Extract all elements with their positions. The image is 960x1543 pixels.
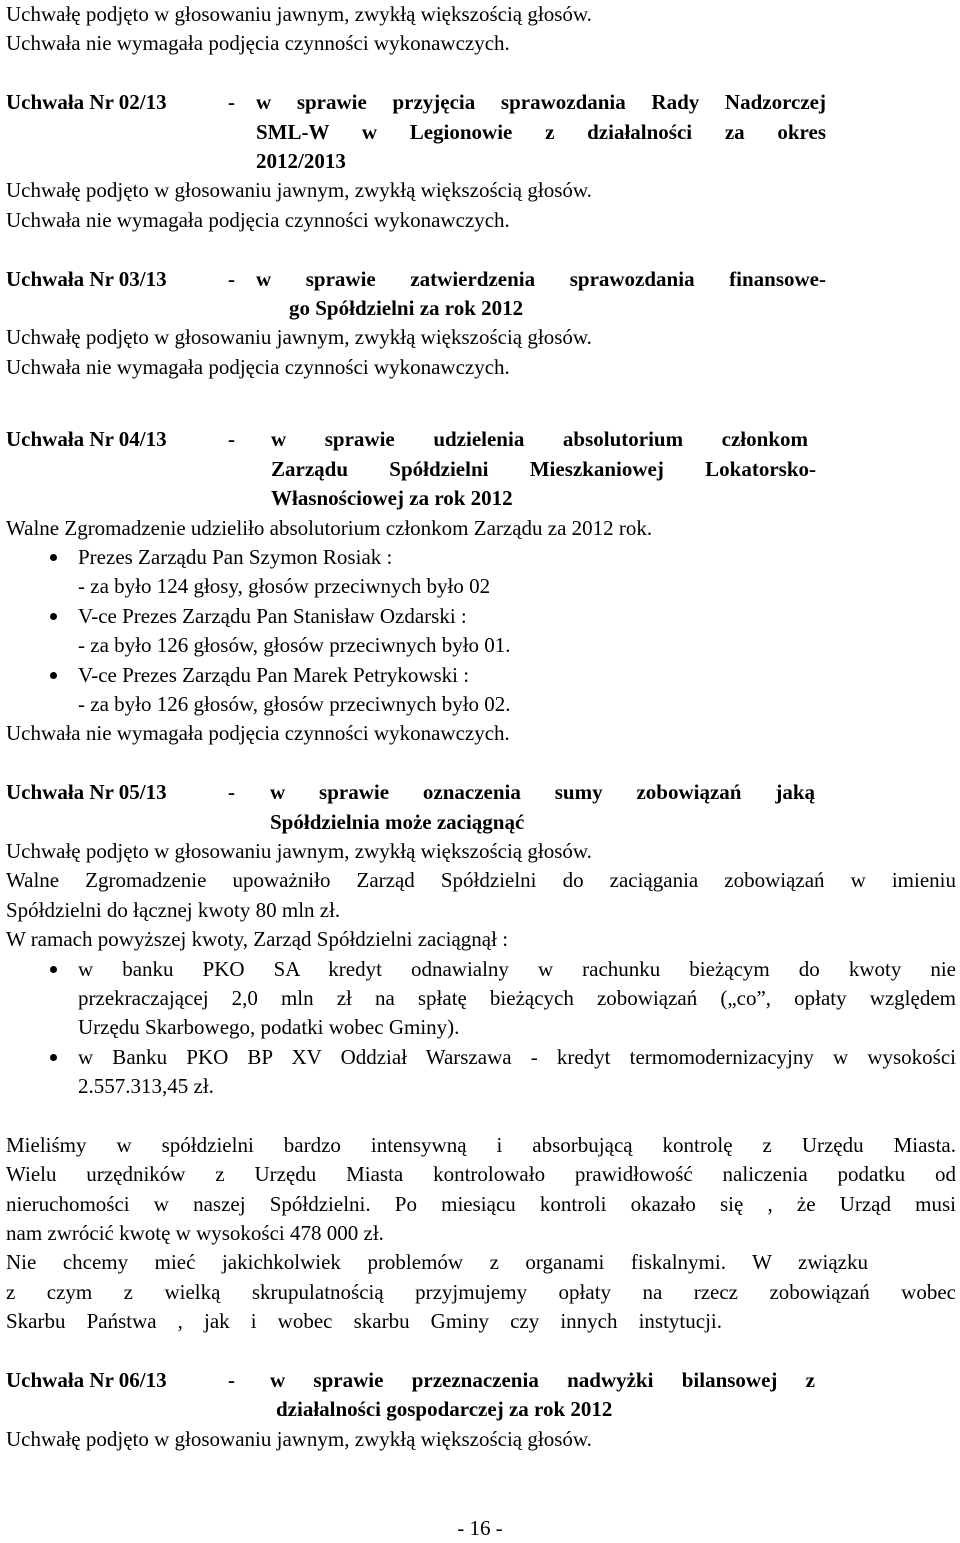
text-line: Uchwała nie wymagała podjęcia czynności wykonawczych. bbox=[6, 721, 510, 746]
resolution-05-heading bbox=[6, 778, 956, 807]
resolution-03-heading bbox=[6, 265, 956, 294]
resolution-subject-cont bbox=[6, 455, 816, 484]
resolution-number: Uchwała Nr 03/13 bbox=[6, 266, 167, 291]
subject-line: działalności gospodarczej za rok 2012 bbox=[276, 1397, 613, 1422]
resolution-subject-cont bbox=[6, 484, 956, 513]
text-line: Walne Zgromadzenie upoważniło Zarząd Spółdzielni do zaciągania zobowiązań w imieniu bbox=[6, 868, 956, 893]
resolution-subject-cont bbox=[6, 118, 826, 147]
resolution-06-heading bbox=[6, 1366, 956, 1395]
resolution-subject bbox=[256, 88, 826, 117]
subject-line: Własnościowej za rok 2012 bbox=[271, 486, 513, 511]
list-item bbox=[6, 955, 956, 1043]
subject-line: w sprawie udzielenia absolutorium członkom bbox=[271, 427, 808, 452]
subject-line: w sprawie przyjęcia sprawozdania Rady Nadzorczej bbox=[256, 90, 826, 115]
subject-line: w sprawie zatwierdzenia sprawozdania finansowe- bbox=[256, 266, 826, 291]
resolution-subject bbox=[270, 1366, 815, 1395]
dash: - bbox=[228, 90, 235, 115]
vote-result: - za było 124 głosy, głosów przeciwnych było 02 bbox=[78, 574, 491, 599]
dash: - bbox=[228, 1367, 235, 1392]
text-line: Skarbu Państwa , jak i wobec skarbu Gminy czy innych instytucji. bbox=[6, 1309, 722, 1334]
loans-list bbox=[6, 955, 956, 1102]
resolution-number: Uchwała Nr 04/13 bbox=[6, 427, 167, 452]
resolution-04-heading bbox=[6, 425, 956, 454]
list-item bbox=[6, 1043, 956, 1102]
resolution-subject-cont bbox=[6, 294, 956, 323]
text-line: Uchwałę podjęto w głosowaniu jawnym, zwykłą większością głosów. bbox=[6, 1426, 592, 1451]
vote-result: - za było 126 głosów, głosów przeciwnych było 01. bbox=[78, 633, 511, 658]
text-line: Walne Zgromadzenie udzieliło absolutorium członkom Zarządu za 2012 rok. bbox=[6, 515, 653, 540]
resolution-02-heading bbox=[6, 88, 956, 117]
document-page bbox=[6, 0, 956, 1454]
resolution-number: Uchwała Nr 02/13 bbox=[6, 90, 167, 115]
resolution-number: Uchwała Nr 05/13 bbox=[6, 780, 167, 805]
paragraph-fiscal bbox=[6, 1248, 956, 1336]
subject-line: w sprawie przeznaczenia nadwyżki bilansowej z bbox=[270, 1367, 815, 1392]
text-line: Uchwałę podjęto w głosowaniu jawnym, zwykłą większością głosów. bbox=[6, 2, 592, 26]
text-line: Wielu urzędników z Urzędu Miasta kontrolowało prawidłowość naliczenia podatku od bbox=[6, 1162, 956, 1187]
dash: - bbox=[228, 266, 235, 291]
resolution-subject bbox=[270, 778, 815, 807]
text-line: Uchwałę podjęto w głosowaniu jawnym, zwykłą większością głosów. bbox=[6, 838, 592, 863]
text-line: z czym z wielką skrupulatnością przyjmujemy opłaty na rzecz zobowiązań wobec bbox=[6, 1279, 956, 1304]
text-line: W ramach powyższej kwoty, Zarząd Spółdzielni zaciągnął : bbox=[6, 927, 509, 952]
text-line: Uchwała nie wymagała podjęcia czynności wykonawczych. bbox=[6, 354, 510, 379]
text-line: Uchwała nie wymagała podjęcia czynności wykonawczych. bbox=[6, 31, 510, 56]
list-item bbox=[6, 602, 956, 661]
list-text: 2.557.313,45 zł. bbox=[78, 1074, 214, 1099]
text-line: Uchwałę podjęto w głosowaniu jawnym, zwykłą większością głosów. bbox=[6, 325, 592, 350]
page-number: - 16 - bbox=[457, 1516, 503, 1540]
resolution-subject bbox=[271, 425, 808, 454]
list-text: przekraczającej 2,0 mln zł na spłatę bieżących zobowiązań („co”, opłaty względem bbox=[78, 985, 956, 1010]
resolution-subject-cont bbox=[6, 1395, 956, 1424]
text-line: Spółdzielni do łącznej kwoty 80 mln zł. bbox=[6, 897, 341, 922]
subject-line: w sprawie oznaczenia sumy zobowiązań jaką bbox=[270, 780, 815, 805]
dash: - bbox=[228, 780, 235, 805]
list-item bbox=[6, 661, 956, 720]
list-item bbox=[6, 543, 956, 602]
resolution-subject bbox=[256, 265, 826, 294]
text-line: nam zwrócić kwotę w wysokości 478 000 zł. bbox=[6, 1221, 384, 1246]
text-line: Nie chcemy mieć jakichkolwiek problemów z organami fiskalnymi. W związku bbox=[6, 1250, 868, 1275]
subject-line: go Spółdzielni za rok 2012 bbox=[289, 295, 524, 320]
list-text: w banku PKO SA kredyt odnawialny w rachunku bieżącym do kwoty nie bbox=[78, 956, 956, 981]
list-text: w Banku PKO BP XV Oddział Warszawa - kredyt termomodernizacyjny w wysokości bbox=[78, 1044, 956, 1069]
text-line: Mieliśmy w spółdzielni bardzo intensywną i absorbującą kontrolę z Urzędu Miasta. bbox=[6, 1132, 956, 1157]
text-line: nieruchomości w naszej Spółdzielni. Po miesiącu kontroli okazało się , że Urząd musi bbox=[6, 1191, 956, 1216]
resolution-number: Uchwała Nr 06/13 bbox=[6, 1367, 167, 1392]
resolution-subject-cont bbox=[6, 808, 956, 837]
text-line: Uchwałę podjęto w głosowaniu jawnym, zwykłą większością głosów. bbox=[6, 178, 592, 203]
subject-line: Zarządu Spółdzielni Mieszkaniowej Lokatorsko- bbox=[271, 456, 816, 481]
board-member: V-ce Prezes Zarządu Pan Marek Petrykowski : bbox=[78, 662, 470, 687]
list-text: Urzędu Skarbowego, podatki wobec Gminy). bbox=[78, 1015, 460, 1040]
board-member: V-ce Prezes Zarządu Pan Stanisław Ozdarski : bbox=[78, 603, 467, 628]
subject-line: Spółdzielnia może zaciągnąć bbox=[270, 809, 525, 834]
resolution-subject-cont bbox=[6, 147, 956, 176]
board-member: Prezes Zarządu Pan Szymon Rosiak : bbox=[78, 545, 393, 570]
subject-line: 2012/2013 bbox=[256, 148, 346, 173]
paragraph-inspection bbox=[6, 1131, 956, 1249]
dash: - bbox=[228, 427, 235, 452]
text-line: Uchwała nie wymagała podjęcia czynności wykonawczych. bbox=[6, 207, 510, 232]
subject-line: SML-W w Legionowie z działalności za okres bbox=[256, 119, 826, 144]
votes-list bbox=[6, 543, 956, 719]
vote-result: - za było 126 głosów, głosów przeciwnych było 02. bbox=[78, 691, 511, 716]
